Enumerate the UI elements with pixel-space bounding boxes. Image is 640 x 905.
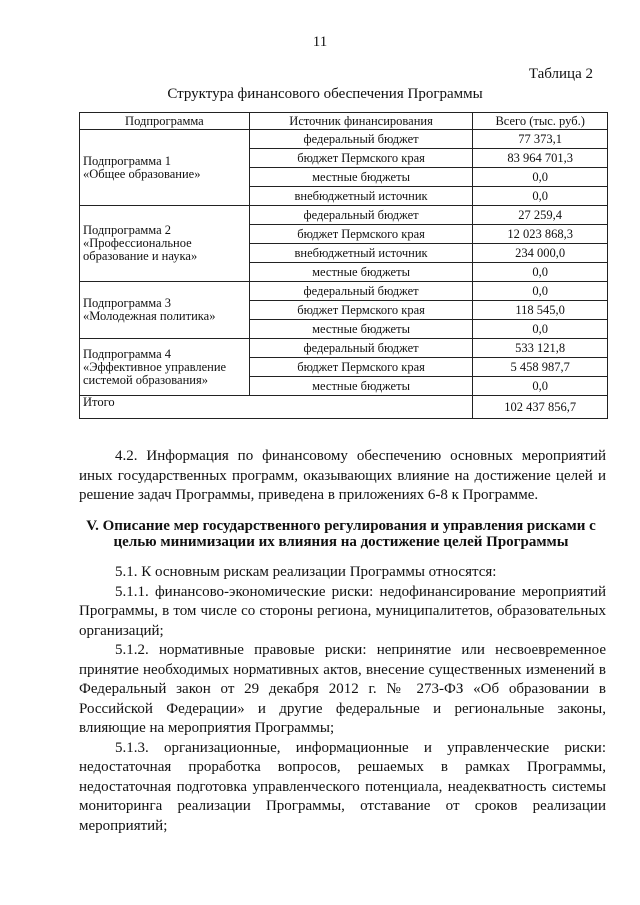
- table-title: Структура финансового обеспечения Программы: [167, 86, 483, 102]
- funding-source: бюджет Пермского края: [249, 225, 473, 244]
- funding-amount: 234 000,0: [473, 244, 608, 263]
- funding-source: федеральный бюджет: [249, 206, 473, 225]
- funding-source: местные бюджеты: [249, 377, 473, 396]
- funding-source: федеральный бюджет: [249, 282, 473, 301]
- table-header-row: [80, 113, 608, 130]
- funding-amount: 12 023 868,3: [473, 225, 608, 244]
- table-row: [80, 282, 608, 301]
- funding-amount: 0,0: [473, 320, 608, 339]
- total-label: Итого: [80, 396, 473, 419]
- funding-amount: 0,0: [473, 168, 608, 187]
- funding-amount: 83 964 701,3: [473, 149, 608, 168]
- paragraph-5-1-2: 5.1.2. нормативные правовые риски: непринятие или несвоевременное принятие необходимых нормативных актов, внесение существенных изменений в Федеральный закон от 29 декабря 2012 г. № 273-ФЗ «Об образовании в Российской Федерации» и другие федеральные и региональные законы, влияющие на мероприятия Программы;: [79, 642, 606, 736]
- table-body: [80, 130, 608, 419]
- funding-source: федеральный бюджет: [249, 130, 473, 149]
- funding-amount: 0,0: [473, 282, 608, 301]
- subprogram-name: Подпрограмма 2 «Профессиональное образование и наука»: [80, 206, 250, 282]
- header-subprogram: Подпрограмма: [80, 113, 250, 130]
- funding-amount: 533 121,8: [473, 339, 608, 358]
- paragraph-5-1-3: 5.1.3. организационные, информационные и управленческие риски: недостаточная проработка вопросов, решаемых в рамках Программы, недостаточная подготовка управленческого потенциала, неадекватность системы мониторинга реализации Программы, отставание от сроков реализации мероприятий;: [79, 739, 606, 834]
- funding-amount: 118 545,0: [473, 301, 608, 320]
- page-number: 11: [312, 34, 328, 50]
- funding-source: федеральный бюджет: [249, 339, 473, 358]
- header-source: Источник финансирования: [249, 113, 473, 130]
- funding-source: местные бюджеты: [249, 320, 473, 339]
- header-total: Всего (тыс. руб.): [473, 113, 608, 130]
- funding-amount: 77 373,1: [473, 130, 608, 149]
- subprogram-name: Подпрограмма 4 «Эффективное управление системой образования»: [80, 339, 250, 396]
- funding-amount: 0,0: [473, 263, 608, 282]
- subprogram-name: Подпрограмма 3 «Молодежная политика»: [80, 282, 250, 339]
- risk-paragraphs: [79, 563, 606, 836]
- funding-amount: 0,0: [473, 377, 608, 396]
- funding-source: бюджет Пермского края: [249, 358, 473, 377]
- funding-amount: 27 259,4: [473, 206, 608, 225]
- total-amount: 102 437 856,7: [473, 396, 608, 419]
- funding-source: бюджет Пермского края: [249, 149, 473, 168]
- paragraph-4-2-block: [79, 447, 606, 506]
- funding-source: внебюджетный источник: [249, 244, 473, 263]
- table-row: [80, 206, 608, 225]
- table-label: Таблица 2: [528, 66, 593, 82]
- section-heading: V. Описание мер государственного регулирования и управления рисками с целью минимизации их влияния на достижение целей Программы: [86, 518, 596, 550]
- funding-amount: 5 458 987,7: [473, 358, 608, 377]
- paragraph-4-2: 4.2. Информация по финансовому обеспечению основных мероприятий иных государственных программ, оказывающих влияние на достижение целей и решение задач Программы, приведена в приложениях 6-8 к Программе.: [79, 448, 606, 503]
- paragraph-5-1: 5.1. К основным рискам реализации Программы относятся:: [115, 564, 497, 580]
- financing-table: [79, 112, 608, 419]
- paragraph-5-1-1: 5.1.1. финансово-экономические риски: недофинансирование мероприятий Программы, в том числе со стороны региона, муниципалитетов, образовательных организаций;: [79, 583, 606, 639]
- table-row: [80, 339, 608, 358]
- funding-amount: 0,0: [473, 187, 608, 206]
- funding-source: внебюджетный источник: [249, 187, 473, 206]
- funding-source: местные бюджеты: [249, 168, 473, 187]
- table-row: [80, 130, 608, 149]
- funding-source: бюджет Пермского края: [249, 301, 473, 320]
- funding-source: местные бюджеты: [249, 263, 473, 282]
- subprogram-name: Подпрограмма 1 «Общее образование»: [80, 130, 250, 206]
- total-row: [80, 396, 608, 419]
